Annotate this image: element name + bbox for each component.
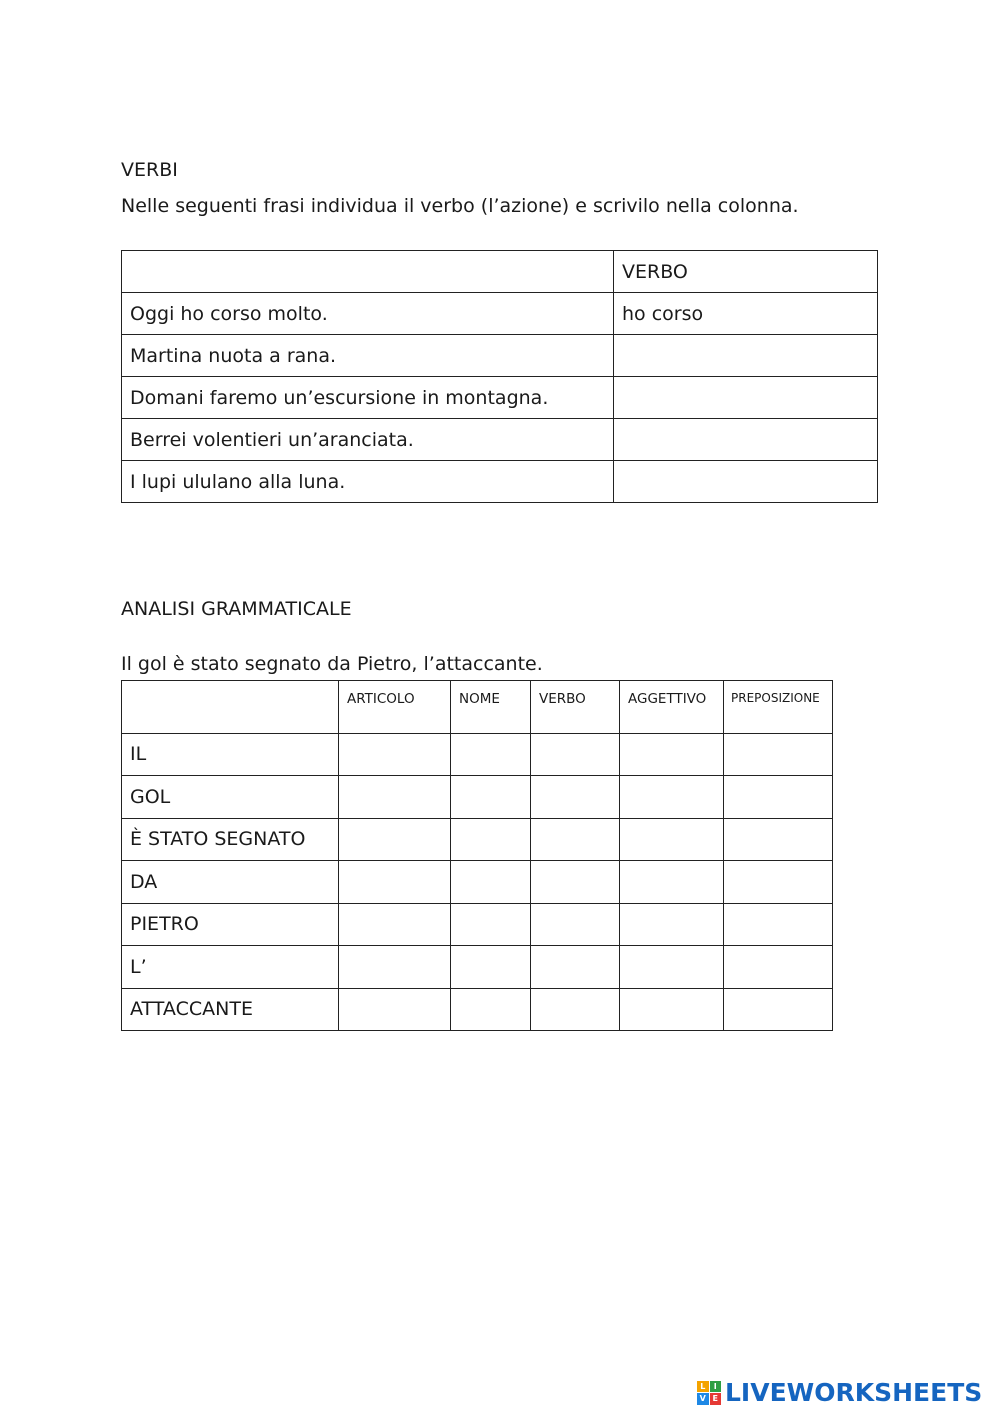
logo-tile: I (710, 1381, 722, 1393)
answer-cell-verbo[interactable] (531, 776, 620, 819)
answer-cell-aggettivo[interactable] (620, 988, 724, 1031)
table-row (122, 903, 833, 946)
answer-cell-preposizione[interactable] (724, 861, 833, 904)
answer-cell-nome[interactable] (451, 988, 531, 1031)
answer-cell[interactable] (614, 335, 878, 377)
answer-cell-nome[interactable] (451, 861, 531, 904)
logo-tile: L (697, 1381, 709, 1393)
answer-cell[interactable]: ho corso (614, 293, 878, 335)
sentence-cell: Domani faremo un’escursione in montagna. (122, 377, 614, 419)
logo-tile: V (697, 1393, 709, 1405)
section-title-analisi: ANALISI GRAMMATICALE (121, 598, 352, 620)
analisi-table (121, 680, 833, 1031)
word-cell: ATTACCANTE (122, 988, 339, 1031)
answer-cell-articolo[interactable] (339, 733, 451, 776)
answer-cell-aggettivo[interactable] (620, 776, 724, 819)
header-cell-preposizione: PREPOSIZIONE (724, 681, 833, 734)
answer-cell-verbo[interactable] (531, 733, 620, 776)
word-cell: DA (122, 861, 339, 904)
table-row (122, 419, 878, 461)
answer-cell-aggettivo[interactable] (620, 946, 724, 989)
answer-cell-articolo[interactable] (339, 988, 451, 1031)
answer-cell-verbo[interactable] (531, 903, 620, 946)
answer-cell-nome[interactable] (451, 733, 531, 776)
answer-cell[interactable] (614, 377, 878, 419)
header-cell-empty (122, 681, 339, 734)
liveworksheets-brand (697, 1378, 982, 1407)
answer-cell-preposizione[interactable] (724, 776, 833, 819)
answer-cell-aggettivo[interactable] (620, 733, 724, 776)
answer-cell-preposizione[interactable] (724, 946, 833, 989)
answer-cell-nome[interactable] (451, 946, 531, 989)
table-row (122, 461, 878, 503)
table-row (122, 861, 833, 904)
word-cell: IL (122, 733, 339, 776)
table-row (122, 946, 833, 989)
answer-cell-verbo[interactable] (531, 861, 620, 904)
header-cell-nome: NOME (451, 681, 531, 734)
answer-cell-aggettivo[interactable] (620, 903, 724, 946)
table-row (122, 335, 878, 377)
answer-cell-articolo[interactable] (339, 903, 451, 946)
header-cell-verbo: VERBO (614, 251, 878, 293)
answer-cell-nome[interactable] (451, 818, 531, 861)
header-cell-verbo: VERBO (531, 681, 620, 734)
table-header-row (122, 251, 878, 293)
logo-tile: E (710, 1393, 722, 1405)
answer-cell-articolo[interactable] (339, 776, 451, 819)
table-row (122, 293, 878, 335)
table-row (122, 988, 833, 1031)
answer-cell[interactable] (614, 461, 878, 503)
table-row (122, 733, 833, 776)
word-cell: È STATO SEGNATO (122, 818, 339, 861)
answer-cell-preposizione[interactable] (724, 903, 833, 946)
answer-cell-preposizione[interactable] (724, 733, 833, 776)
sentence-cell: Berrei volentieri un’aranciata. (122, 419, 614, 461)
answer-cell-nome[interactable] (451, 776, 531, 819)
brand-name: LIVEWORKSHEETS (725, 1378, 983, 1407)
table-row (122, 776, 833, 819)
word-cell: GOL (122, 776, 339, 819)
liveworksheets-logo-icon (697, 1381, 721, 1405)
word-cell: PIETRO (122, 903, 339, 946)
answer-cell-preposizione[interactable] (724, 818, 833, 861)
header-cell-articolo: ARTICOLO (339, 681, 451, 734)
verbi-table (121, 250, 878, 503)
answer-cell-verbo[interactable] (531, 818, 620, 861)
answer-cell-articolo[interactable] (339, 861, 451, 904)
answer-cell-articolo[interactable] (339, 946, 451, 989)
sentence-cell: Martina nuota a rana. (122, 335, 614, 377)
answer-cell-aggettivo[interactable] (620, 861, 724, 904)
table-header-row (122, 681, 833, 734)
answer-cell-verbo[interactable] (531, 988, 620, 1031)
answer-cell-articolo[interactable] (339, 818, 451, 861)
instruction-verbi: Nelle seguenti frasi individua il verbo (l’azione) e scrivilo nella colonna. (121, 195, 799, 217)
table-row (122, 377, 878, 419)
answer-cell[interactable] (614, 419, 878, 461)
header-cell-empty (122, 251, 614, 293)
analisi-sentence: Il gol è stato segnato da Pietro, l’attaccante. (121, 653, 543, 675)
table-row (122, 818, 833, 861)
header-cell-aggettivo: AGGETTIVO (620, 681, 724, 734)
sentence-cell: I lupi ululano alla luna. (122, 461, 614, 503)
answer-cell-preposizione[interactable] (724, 988, 833, 1031)
answer-cell-nome[interactable] (451, 903, 531, 946)
answer-cell-aggettivo[interactable] (620, 818, 724, 861)
word-cell: L’ (122, 946, 339, 989)
sentence-cell: Oggi ho corso molto. (122, 293, 614, 335)
answer-cell-verbo[interactable] (531, 946, 620, 989)
section-title-verbi: VERBI (121, 159, 178, 181)
